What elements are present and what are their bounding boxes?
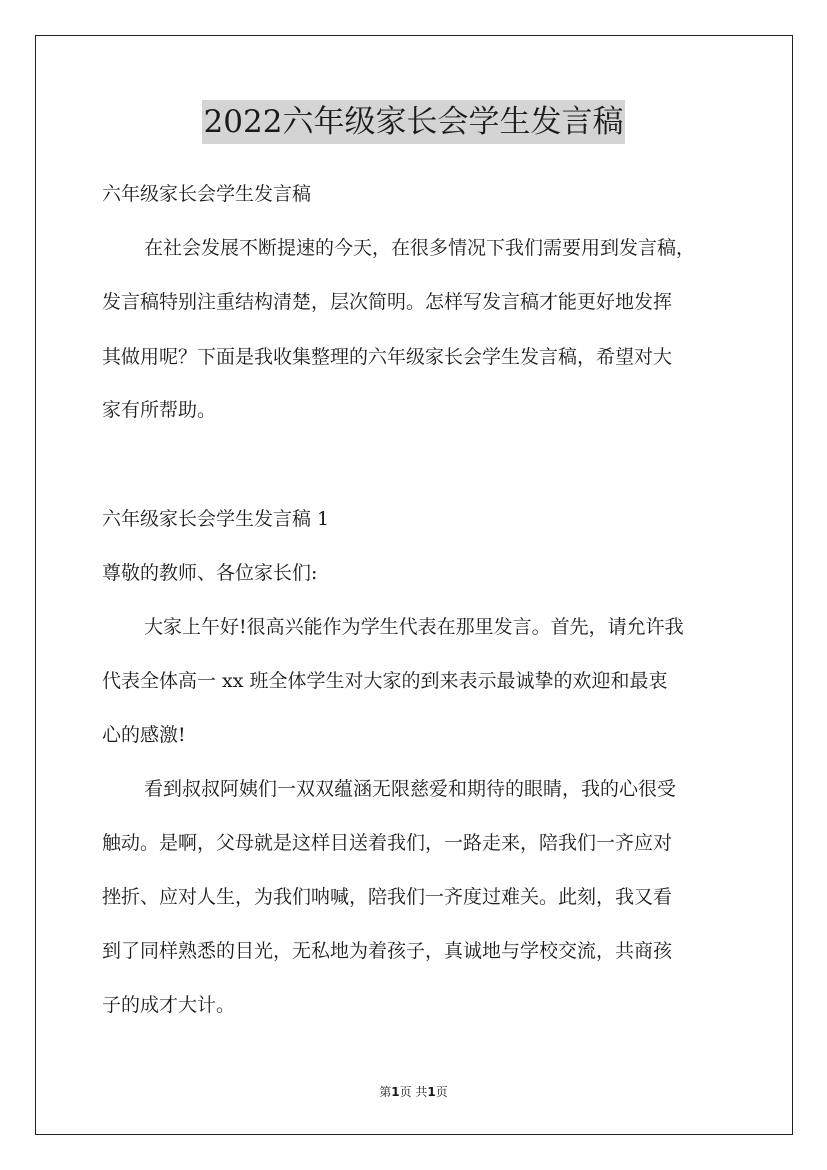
title-container [0,100,827,144]
footer-suffix: 页 [435,1085,448,1099]
paragraph2-line-1: 看到叔叔阿姨们一双双蕴涵无限慈爱和期待的眼睛，我的心很受 [144,778,677,800]
paragraph2-line-5: 子的成才大计。 [102,994,236,1016]
section-title: 六年级家长会学生发言稿 1 [102,508,330,530]
paragraph1-line-2: 代表全体高一 xx 班全体学生对大家的到来表示最诚挚的欢迎和最衷 [102,670,668,692]
page-footer [0,1084,827,1100]
intro-line-1: 在社会发展不断提速的今天，在很多情况下我们需要用到发言稿， [144,237,696,259]
footer-page-current: 1 [391,1085,400,1099]
paragraph1-line-1: 大家上午好!很高兴能作为学生代表在那里发言。首先，请允许我 [144,616,684,638]
footer-mid: 页 共 [399,1085,428,1099]
paragraph2-line-2: 触动。是啊，父母就是这样目送着我们，一路走来，陪我们一齐应对 [102,832,673,854]
salutation: 尊敬的教师、各位家长们: [102,562,318,584]
document-title: 2022六年级家长会学生发言稿 [202,100,626,144]
document-subtitle: 六年级家长会学生发言稿 [102,183,312,205]
paragraph1-line-3: 心的感激! [102,724,186,746]
intro-line-2: 发言稿特别注重结构清楚，层次简明。怎样写发言稿才能更好地发挥 [102,291,673,313]
footer-prefix: 第 [379,1085,392,1099]
intro-line-4: 家有所帮助。 [102,399,217,421]
paragraph2-line-4: 到了同样熟悉的目光，无私地为着孩子，真诚地与学校交流，共商孩 [102,940,673,962]
intro-line-3: 其做用呢？下面是我收集整理的六年级家长会学生发言稿，希望对大 [102,346,673,368]
footer-page-total: 1 [427,1085,436,1099]
paragraph2-line-3: 挫折、应对人生，为我们呐喊，陪我们一齐度过难关。此刻，我又看 [102,886,673,908]
